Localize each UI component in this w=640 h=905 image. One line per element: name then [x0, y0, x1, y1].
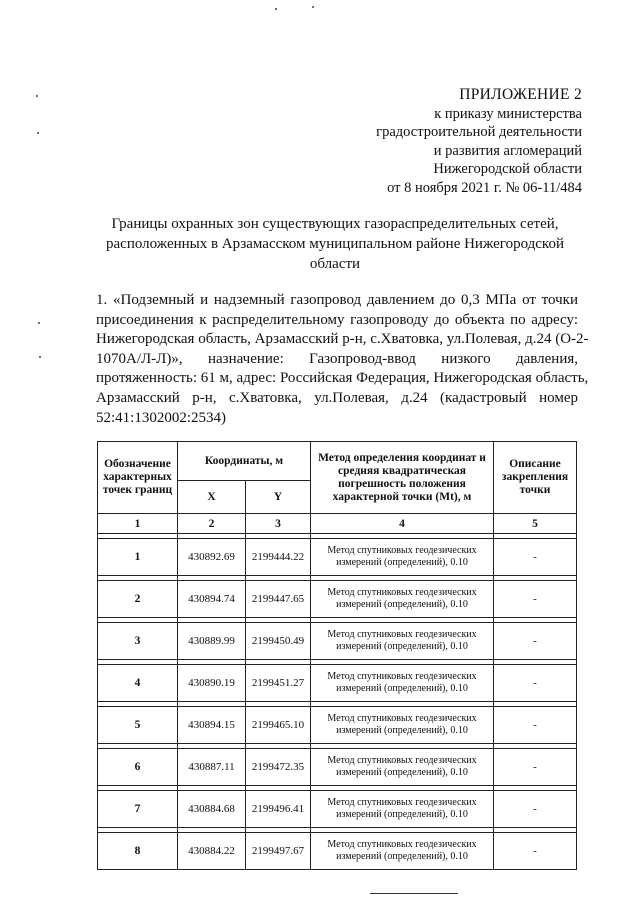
fixing-description-cell: -: [494, 581, 577, 618]
heading-line: расположенных в Арзамасском муниципальном районе Нижегородской: [106, 236, 564, 252]
method-cell: [311, 581, 494, 618]
x-coordinate-cell: 430890.19: [178, 665, 246, 702]
point-id-cell: 6: [98, 749, 178, 786]
y-coordinate-cell: 2199444.22: [246, 539, 311, 576]
y-coordinate-cell: 2199465.10: [246, 707, 311, 744]
paragraph-line: 1070А/Л-Л)», назначение: Газопровод-ввод низкого давления,: [96, 350, 578, 367]
y-coordinate-cell: 2199451.27: [246, 665, 311, 702]
fixing-description-cell: -: [494, 539, 577, 576]
appendix-line: Нижегородской области: [433, 161, 582, 178]
table-row: [98, 749, 577, 786]
header-coordinates: Координаты, м: [178, 442, 311, 481]
appendix-date-line: от 8 ноября 2021 г. № 06-11/484: [387, 179, 582, 196]
method-cell: [311, 749, 494, 786]
method-line: Метод спутниковых геодезических: [327, 754, 477, 766]
method-cell: [311, 791, 494, 828]
column-number: 3: [246, 514, 311, 534]
table-row: [98, 791, 577, 828]
heading-line: области: [309, 256, 361, 272]
scan-speck: [312, 6, 314, 8]
scan-speck: [275, 8, 277, 10]
column-number: 1: [98, 514, 178, 534]
fixing-description-cell: -: [494, 791, 577, 828]
appendix-line: к приказу министерства: [434, 105, 582, 122]
x-coordinate-cell: 430887.11: [178, 749, 246, 786]
y-coordinate-cell: 2199497.67: [246, 833, 311, 870]
fixing-description-cell: -: [494, 749, 577, 786]
method-line: измерений (определений), 0.10: [336, 557, 468, 568]
boundary-points-table: [97, 441, 577, 870]
fixing-description-cell: -: [494, 833, 577, 870]
table-row: [98, 707, 577, 744]
paragraph-line: протяженность: 61 м, адрес: Российская Федерация, Нижегородская область,: [96, 370, 589, 387]
method-line: измерений (определений), 0.10: [336, 641, 468, 652]
appendix-title: ПРИЛОЖЕНИЕ 2: [459, 86, 582, 103]
x-coordinate-cell: 430892.69: [178, 539, 246, 576]
appendix-block: [376, 86, 582, 198]
table-row: [98, 539, 577, 576]
method-line: измерений (определений), 0.10: [336, 851, 468, 862]
header-method: Метод определения координат и средняя квадратическая погрешность положения характерной точки (Mt), м: [311, 442, 494, 514]
table-row: [98, 581, 577, 618]
table-body: [98, 534, 577, 870]
y-coordinate-cell: 2199472.35: [246, 749, 311, 786]
fixing-description-cell: -: [494, 665, 577, 702]
paragraph-line: Арзамасский р-н, с.Хватовка, ул.Полевая, д.24 (кадастровый номер: [96, 389, 578, 406]
method-cell: [311, 707, 494, 744]
method-cell: [311, 539, 494, 576]
scan-speck: [38, 322, 40, 324]
appendix-line: градостроительной деятельности: [376, 124, 582, 141]
object-description: [96, 291, 589, 428]
method-line: измерений (определений), 0.10: [336, 725, 468, 736]
method-line: Метод спутниковых геодезических: [327, 544, 477, 556]
table-row: [98, 665, 577, 702]
method-cell: [311, 665, 494, 702]
header-x: X: [178, 481, 246, 514]
paragraph-line: 1. «Подземный и надземный газопровод давлением до 0,3 МПа от точки: [96, 292, 578, 308]
method-line: Метод спутниковых геодезических: [327, 586, 477, 598]
point-id-cell: 3: [98, 623, 178, 660]
column-number: 4: [311, 514, 494, 534]
fixing-description-cell: -: [494, 623, 577, 660]
point-id-cell: 1: [98, 539, 178, 576]
x-coordinate-cell: 430884.68: [178, 791, 246, 828]
column-number: 2: [178, 514, 246, 534]
point-id-cell: 2: [98, 581, 178, 618]
header-y: Y: [246, 481, 311, 514]
method-line: Метод спутниковых геодезических: [327, 628, 477, 640]
method-line: Метод спутниковых геодезических: [327, 670, 477, 682]
x-coordinate-cell: 430894.74: [178, 581, 246, 618]
heading-line: Границы охранных зон существующих газораспределительных сетей,: [111, 216, 559, 232]
method-line: Метод спутниковых геодезических: [327, 796, 477, 808]
method-line: Метод спутниковых геодезических: [327, 712, 477, 724]
point-id-cell: 8: [98, 833, 178, 870]
method-line: измерений (определений), 0.10: [336, 599, 468, 610]
method-line: измерений (определений), 0.10: [336, 683, 468, 694]
point-id-cell: 4: [98, 665, 178, 702]
footer-rule: [370, 893, 458, 894]
scan-speck: [39, 356, 41, 358]
column-number: 5: [494, 514, 577, 534]
scan-speck: [37, 132, 39, 134]
method-line: Метод спутниковых геодезических: [327, 838, 477, 850]
point-id-cell: 7: [98, 791, 178, 828]
x-coordinate-cell: 430889.99: [178, 623, 246, 660]
fixing-description-cell: -: [494, 707, 577, 744]
document-heading: [90, 214, 580, 274]
method-cell: [311, 833, 494, 870]
scan-speck: [36, 95, 38, 97]
y-coordinate-cell: 2199447.65: [246, 581, 311, 618]
table-row: [98, 623, 577, 660]
point-id-cell: 5: [98, 707, 178, 744]
header-designation: Обозначение характерных точек границ: [98, 442, 178, 514]
method-line: измерений (определений), 0.10: [336, 767, 468, 778]
table-row: [98, 833, 577, 870]
paragraph-line: Нижегородская область, Арзамасский р-н, с.Хватовка, ул.Полевая, д.24 (О-2-: [96, 331, 589, 348]
y-coordinate-cell: 2199496.41: [246, 791, 311, 828]
paragraph-line: присоединения к распределительному газопроводу до объекта по адресу:: [96, 311, 578, 328]
appendix-line: и развития агломераций: [433, 142, 582, 159]
x-coordinate-cell: 430894.15: [178, 707, 246, 744]
paragraph-line: 52:41:1302002:2534): [96, 409, 226, 426]
header-description: Описание закрепления точки: [494, 442, 577, 514]
x-coordinate-cell: 430884.22: [178, 833, 246, 870]
method-line: измерений (определений), 0.10: [336, 809, 468, 820]
method-cell: [311, 623, 494, 660]
y-coordinate-cell: 2199450.49: [246, 623, 311, 660]
